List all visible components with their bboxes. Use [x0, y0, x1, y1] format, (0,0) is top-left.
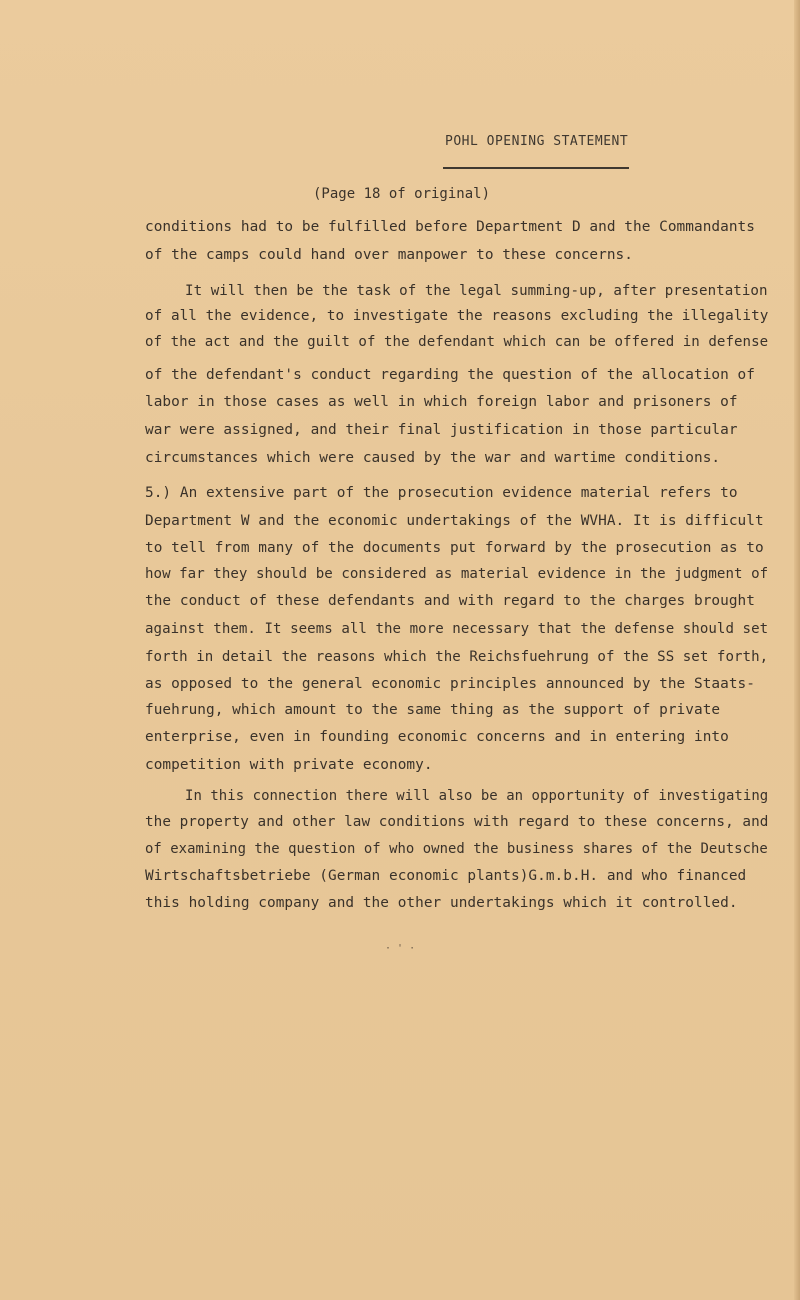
text-line: Department W and the economic undertakings of the WVHA. It is difficult — [145, 513, 764, 529]
text-line: Wirtschaftsbetriebe (German economic plants)G.m.b.H. and who financed — [145, 868, 747, 884]
text-line: the property and other law conditions with regard to these concerns, and — [145, 814, 769, 830]
page-edge-shadow — [794, 0, 800, 1300]
text-line: the conduct of these defendants and with regard to the charges brought — [145, 593, 755, 609]
text-line: of all the evidence, to investigate the reasons excluding the illegality — [145, 308, 769, 324]
title-underline — [443, 167, 629, 169]
text-line: to tell from many of the documents put forward by the prosecution as to — [145, 540, 764, 556]
text-line: against them. It seems all the more necessary that the defense should set — [145, 621, 769, 637]
text-line: of the defendant's conduct regarding the question of the allocation of — [145, 367, 755, 383]
text-line: this holding company and the other undertakings which it controlled. — [145, 895, 738, 911]
page-reference: (Page 18 of original) — [313, 186, 491, 202]
text-line: In this connection there will also be an opportunity of investigating — [185, 788, 769, 804]
text-line: competition with private economy. — [145, 757, 433, 773]
text-line: labor in those cases as well in which foreign labor and prisoners of — [145, 394, 738, 410]
text-line: enterprise, even in founding economic concerns and in entering into — [145, 729, 729, 745]
text-line: 5.) An extensive part of the prosecution evidence material refers to — [145, 485, 738, 501]
text-line: It will then be the task of the legal summing-up, after presentation — [185, 283, 768, 299]
text-line: of examining the question of who owned the business shares of the Deutsche — [145, 841, 768, 857]
text-line: of the camps could hand over manpower to these concerns. — [145, 247, 633, 263]
text-line: how far they should be considered as material evidence in the judgment of — [145, 566, 769, 582]
text-line: fuehrung, which amount to the same thing as the support of private — [145, 702, 721, 718]
text-line: forth in detail the reasons which the Reichsfuehrung of the SS set forth, — [145, 649, 769, 665]
text-line: war were assigned, and their final justification in those particular — [145, 422, 738, 438]
text-line: conditions had to be fulfilled before Department D and the Commandants — [145, 219, 755, 235]
text-line: as opposed to the general economic principles announced by the Staats- — [145, 676, 755, 692]
text-line: of the act and the guilt of the defendant which can be offered in defense — [145, 334, 769, 350]
text-line: circumstances which were caused by the war and wartime conditions. — [145, 450, 721, 466]
ink-mark: · ' · — [385, 943, 416, 954]
document-title: POHL OPENING STATEMENT — [445, 134, 629, 149]
